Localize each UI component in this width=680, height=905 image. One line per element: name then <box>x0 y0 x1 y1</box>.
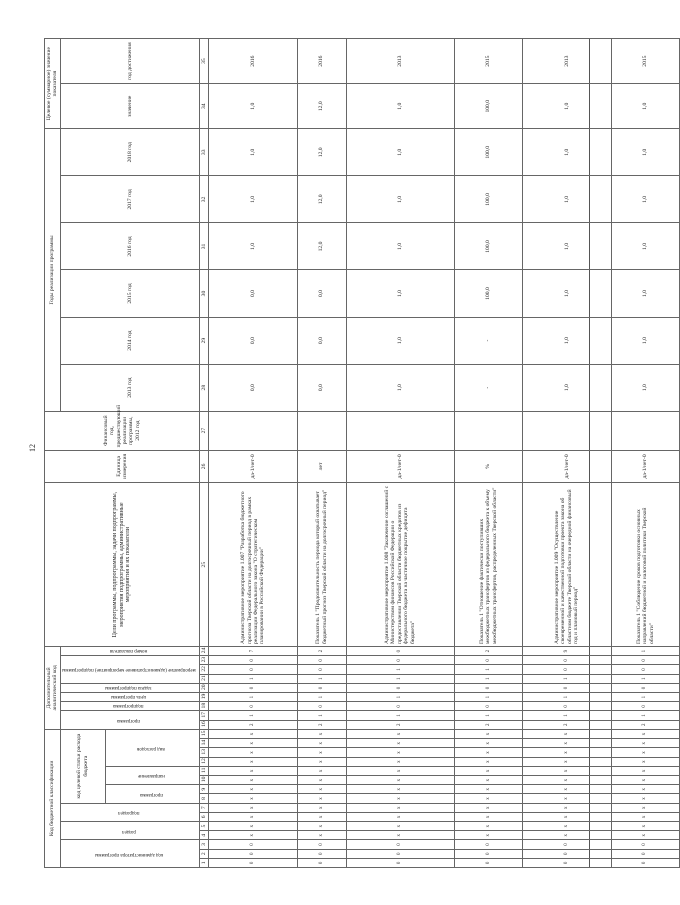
table-row <box>346 39 454 868</box>
code-cell: 2 <box>297 646 346 655</box>
code-cell: x <box>454 821 523 830</box>
column-number: 11 <box>199 766 208 775</box>
column-number: 16 <box>199 720 208 729</box>
table-body <box>209 39 680 868</box>
indicator-no-header: номер показателя <box>110 648 148 654</box>
code-cell: 2 <box>454 646 523 655</box>
target-value-header: значение <box>60 84 199 129</box>
page-number: 12 <box>28 444 37 452</box>
code-cell: 0 <box>297 858 346 867</box>
row-value-2017: 1,0 <box>209 176 297 223</box>
row-value-2016: 1,0 <box>611 223 680 270</box>
row-value-2015: 0,0 <box>297 270 346 317</box>
code-cell: x <box>297 757 346 766</box>
code-cell: 1 <box>346 693 454 702</box>
code-cell: 1 <box>346 711 454 720</box>
code-cell: 7 <box>209 646 297 655</box>
code-cell: x <box>523 803 611 812</box>
code-cell: x <box>297 812 346 821</box>
analytic-code-header: Дополнительный аналитический код <box>45 646 61 729</box>
code-cell: x <box>523 794 611 803</box>
code-cell: 0 <box>297 665 346 674</box>
column-number: 30 <box>199 270 208 317</box>
code-cell: 0 <box>346 656 454 665</box>
row-value-2014: 0,0 <box>209 317 297 364</box>
code-cell: 1 <box>611 646 680 655</box>
expense-type-header: вид расходов <box>137 745 166 751</box>
admin-code-header: код администратора программы <box>94 851 163 857</box>
unit-header: Единица измерения <box>45 450 200 483</box>
row-value-2018: 1,0 <box>611 129 680 176</box>
code-cell: 0 <box>611 656 680 665</box>
column-number: 22 <box>199 665 208 674</box>
row-value-2015: 100,0 <box>454 270 523 317</box>
code-cell: 1 <box>611 674 680 683</box>
row-value-2014: - <box>454 317 523 364</box>
column-number: 20 <box>199 683 208 692</box>
row-fin-2012 <box>523 411 611 450</box>
code-cell: 0 <box>209 656 297 665</box>
column-number: 18 <box>199 702 208 711</box>
code-cell: 0 <box>454 683 523 692</box>
row-text: Административное мероприятие 1.009 "Осуществление своевременной и качественной подготовки проекта закона об областном бюджете Тверской области на очередной финансовый год и плановый период" <box>523 483 611 647</box>
row-unit: да-1/нет-0 <box>346 450 454 483</box>
row-value-2018: 1,0 <box>523 129 611 176</box>
row-value-2015: 1,0 <box>346 270 454 317</box>
code-cell: x <box>346 821 454 830</box>
code-cell: 0 <box>523 656 611 665</box>
code-cell: x <box>611 812 680 821</box>
code-cell: 2 <box>523 720 611 729</box>
code-cell: x <box>209 739 297 748</box>
code-cell: 1 <box>454 665 523 674</box>
row-value-2017: 1,0 <box>523 176 611 223</box>
code-cell: 0 <box>523 849 611 858</box>
column-number: 5 <box>199 821 208 830</box>
column-number-row <box>199 39 208 868</box>
rotated-table-container <box>44 38 655 868</box>
measure-header: мероприятие (административное мероприятие) подпрограммы <box>61 667 196 673</box>
code-cell: x <box>611 739 680 748</box>
column-number: 17 <box>199 711 208 720</box>
subprogram-header: подпрограмма <box>113 703 144 709</box>
code-cell: x <box>523 812 611 821</box>
code-cell: 0 <box>209 840 297 849</box>
code-cell: x <box>346 757 454 766</box>
code-cell: x <box>297 739 346 748</box>
code-cell: 0 <box>209 702 297 711</box>
budget-classification-header: Код бюджетной классификации <box>45 729 61 867</box>
goal-program-header: цель программы <box>111 694 147 700</box>
code-cell: 1 <box>523 693 611 702</box>
column-number: 33 <box>199 129 208 176</box>
row-value-2018: 12,0 <box>297 129 346 176</box>
row-value-2016: 1,0 <box>523 223 611 270</box>
code-cell: 2 <box>297 720 346 729</box>
row-fin-2012 <box>454 411 523 450</box>
row-value-2018: 1,0 <box>209 129 297 176</box>
row-value-2013: 0,0 <box>297 364 346 411</box>
code-cell: x <box>611 729 680 738</box>
year-2014-header: 2014 год <box>60 317 199 364</box>
code-cell: x <box>523 729 611 738</box>
code-cell: x <box>209 803 297 812</box>
code-cell: 1 <box>346 674 454 683</box>
fin-2012-header: Финансовый год, предшествующий реализации программы, 2012 год <box>45 411 200 450</box>
code-cell: 0 <box>346 849 454 858</box>
code-cell: x <box>523 766 611 775</box>
row-value-2013: 1,0 <box>611 364 680 411</box>
code-cell: x <box>523 739 611 748</box>
code-cell: x <box>209 748 297 757</box>
code-cell: x <box>297 775 346 784</box>
code-cell: 1 <box>297 674 346 683</box>
column-number: 23 <box>199 656 208 665</box>
code-cell: 1 <box>454 693 523 702</box>
column-number: 4 <box>199 831 208 840</box>
row-target-value: 1,0 <box>523 84 611 129</box>
year-2015-header: 2015 год <box>60 270 199 317</box>
column-number: 27 <box>199 411 208 450</box>
code-cell: x <box>454 729 523 738</box>
code-cell: x <box>209 831 297 840</box>
code-cell: x <box>297 729 346 738</box>
code-cell: 0 <box>346 840 454 849</box>
row-value-2017: 1,0 <box>611 176 680 223</box>
row-text: Административное мероприятие 1.007 "Разработка бюджетного прогноза Тверской области на долгосрочный период в рамках реализации Федерального закона "О стратегическом планировании в Российской Федерации" <box>209 483 297 647</box>
target-header: Целевое (суммарное) значение показателя <box>45 39 61 129</box>
code-cell: 0 <box>523 858 611 867</box>
row-value-2015: 0,0 <box>209 270 297 317</box>
row-value-2016: 1,0 <box>346 223 454 270</box>
code-cell: 0 <box>346 646 454 655</box>
code-cell: x <box>523 775 611 784</box>
code-cell: x <box>346 766 454 775</box>
column-number: 3 <box>199 840 208 849</box>
section-header: раздел <box>121 828 136 834</box>
column-number: 2 <box>199 849 208 858</box>
code-cell: 0 <box>611 665 680 674</box>
row-value-2013: - <box>454 364 523 411</box>
code-cell: 0 <box>523 840 611 849</box>
code-cell: 0 <box>209 683 297 692</box>
row-target-year: 2016 <box>209 39 297 84</box>
code-cell: 0 <box>297 702 346 711</box>
code-cell: 0 <box>454 849 523 858</box>
row-fin-2012 <box>346 411 454 450</box>
row-value-2016: 1,0 <box>209 223 297 270</box>
column-number: 28 <box>199 364 208 411</box>
code-cell: x <box>297 766 346 775</box>
year-2017-header: 2017 год <box>60 176 199 223</box>
code-cell: 1 <box>523 674 611 683</box>
table-row <box>297 39 346 868</box>
year-2013-header: 2013 год <box>60 364 199 411</box>
code-cell: 2 <box>454 720 523 729</box>
code-cell: x <box>523 821 611 830</box>
code-cell: x <box>346 739 454 748</box>
code-cell: x <box>346 803 454 812</box>
code-cell: 0 <box>454 702 523 711</box>
code-cell: x <box>454 775 523 784</box>
years-header: Годы реализации программы <box>45 129 61 411</box>
row-text: Показатель 1 "Отношение фактически поступивших межбюджетных трансфертов из федерального бюджета к объему межбюджетных трансфертов, распределенных Тверской области" <box>454 483 523 647</box>
code-cell: x <box>346 785 454 794</box>
code-cell: x <box>611 757 680 766</box>
row-value-2017: 12,0 <box>297 176 346 223</box>
code-cell: x <box>454 766 523 775</box>
code-cell: x <box>209 729 297 738</box>
code-cell: 0 <box>611 683 680 692</box>
column-number: 12 <box>199 757 208 766</box>
code-cell: 2 <box>209 720 297 729</box>
code-cell: x <box>297 785 346 794</box>
row-target-value: 1,0 <box>611 84 680 129</box>
row-value-2014: 0,0 <box>297 317 346 364</box>
column-number: 26 <box>199 450 208 483</box>
subsection-header: подраздел <box>117 810 140 816</box>
row-value-2013: 1,0 <box>346 364 454 411</box>
row-target-value: 12,0 <box>297 84 346 129</box>
code-cell: x <box>346 775 454 784</box>
expense-class-header: код целевой статьи расхода бюджета <box>60 729 105 803</box>
column-number: 29 <box>199 317 208 364</box>
code-cell: 1 <box>611 711 680 720</box>
code-cell: 1 <box>346 665 454 674</box>
code-cell: x <box>209 785 297 794</box>
row-unit: % <box>454 450 523 483</box>
column-number: 10 <box>199 775 208 784</box>
row-target-value: 1,0 <box>209 84 297 129</box>
code-cell: x <box>297 803 346 812</box>
row-value-2017: 1,0 <box>346 176 454 223</box>
row-unit: да-1/нет-0 <box>209 450 297 483</box>
row-fin-2012 <box>209 411 297 450</box>
purpose-header: Цели программы, подпрограммы, задачи подпрограммы, мероприятия подпрограммы, административные мероприятия и их показатели <box>45 483 200 647</box>
row-fin-2012 <box>297 411 346 450</box>
program-header: программа <box>117 718 141 724</box>
column-number: 34 <box>199 84 208 129</box>
code-cell: 0 <box>454 840 523 849</box>
task-subprogram-header: задача подпрограммы <box>105 685 152 691</box>
row-fin-2012 <box>611 411 680 450</box>
row-target-year: 2016 <box>297 39 346 84</box>
code-cell: x <box>454 794 523 803</box>
code-cell: x <box>297 831 346 840</box>
code-cell: 0 <box>454 858 523 867</box>
column-number: 6 <box>199 812 208 821</box>
code-cell: 1 <box>611 693 680 702</box>
code-cell: x <box>611 775 680 784</box>
code-cell: x <box>346 748 454 757</box>
column-number: 32 <box>199 176 208 223</box>
table-row <box>611 39 680 868</box>
column-number: 25 <box>199 483 208 647</box>
code-cell: 0 <box>346 858 454 867</box>
code-cell: x <box>209 775 297 784</box>
code-cell: x <box>209 794 297 803</box>
code-cell: x <box>209 766 297 775</box>
code-cell: x <box>611 748 680 757</box>
code-cell: 1 <box>523 711 611 720</box>
code-cell: x <box>523 748 611 757</box>
code-cell: 2 <box>611 720 680 729</box>
code-cell: x <box>611 821 680 830</box>
row-value-2014: 1,0 <box>523 317 611 364</box>
code-cell: 0 <box>297 840 346 849</box>
code-cell: x <box>454 785 523 794</box>
row-value-2015: 1,0 <box>523 270 611 317</box>
row-target-year: 2015 <box>454 39 523 84</box>
column-number: 21 <box>199 674 208 683</box>
column-number: 24 <box>199 646 208 655</box>
code-cell: x <box>611 803 680 812</box>
code-cell: 0 <box>297 656 346 665</box>
code-cell: 1 <box>209 674 297 683</box>
column-number: 35 <box>199 39 208 84</box>
code-cell: x <box>454 812 523 821</box>
table-row <box>523 39 611 868</box>
code-cell: 1 <box>454 674 523 683</box>
code-cell: 0 <box>611 840 680 849</box>
code-cell: 0 <box>346 683 454 692</box>
code-cell: 0 <box>346 702 454 711</box>
code-cell: x <box>523 831 611 840</box>
row-value-2013: 0,0 <box>209 364 297 411</box>
code-cell: x <box>346 812 454 821</box>
code-cell: x <box>454 748 523 757</box>
program-table <box>44 38 680 868</box>
code-cell: x <box>611 766 680 775</box>
column-number: 9 <box>199 785 208 794</box>
row-value-2016: 12,0 <box>297 223 346 270</box>
code-cell: x <box>209 812 297 821</box>
row-text: Показатель 1 "Соблюдение сроков подготовки основных направлений бюджетной и налоговой политики Тверской области" <box>611 483 680 647</box>
code-cell: x <box>209 821 297 830</box>
code-cell: x <box>454 739 523 748</box>
code-cell: 0 <box>523 683 611 692</box>
code-cell: 0 <box>611 858 680 867</box>
column-number: 7 <box>199 803 208 812</box>
row-unit: да-1/нет-0 <box>523 450 611 483</box>
row-value-2014: 1,0 <box>611 317 680 364</box>
table-row <box>454 39 523 868</box>
row-target-value: 1,0 <box>346 84 454 129</box>
row-value-2017: 100,0 <box>454 176 523 223</box>
code-cell: x <box>346 794 454 803</box>
row-unit: да-1/нет-0 <box>611 450 680 483</box>
row-value-2018: 100,0 <box>454 129 523 176</box>
code-cell: x <box>454 757 523 766</box>
code-cell: 0 <box>209 858 297 867</box>
row-value-2014: 1,0 <box>346 317 454 364</box>
row-text: Показатель 1 "Продолжительность периода который охватывает бюджетный прогноз Тверской области на долгосрочный период" <box>297 483 346 647</box>
row-target-year: 2013 <box>523 39 611 84</box>
row-value-2016: 100,0 <box>454 223 523 270</box>
code-cell: 1 <box>297 711 346 720</box>
code-cell: 0 <box>297 849 346 858</box>
row-target-year: 2013 <box>346 39 454 84</box>
code-cell: 0 <box>611 702 680 711</box>
code-cell: x <box>523 757 611 766</box>
column-number: 1 <box>199 858 208 867</box>
code-cell: 0 <box>209 665 297 674</box>
code-cell: x <box>611 785 680 794</box>
code-cell: 0 <box>611 849 680 858</box>
year-2016-header: 2016 год <box>60 223 199 270</box>
row-value-2015: 1,0 <box>611 270 680 317</box>
code-cell: 0 <box>454 656 523 665</box>
code-cell: x <box>346 831 454 840</box>
code-cell: x <box>454 831 523 840</box>
row-unit: лет <box>297 450 346 483</box>
code-cell: 2 <box>346 720 454 729</box>
code-cell: 1 <box>209 693 297 702</box>
year-2018-header: 2018 год <box>60 129 199 176</box>
code-cell: 1 <box>297 693 346 702</box>
target-year-header: год достижения <box>60 39 199 84</box>
code-cell: x <box>454 803 523 812</box>
code-cell: x <box>297 821 346 830</box>
column-number: 14 <box>199 739 208 748</box>
direction-header: направление <box>137 773 165 779</box>
row-value-2013: 1,0 <box>523 364 611 411</box>
code-cell: x <box>297 748 346 757</box>
code-cell: x <box>346 729 454 738</box>
table-row <box>209 39 297 868</box>
column-number: 8 <box>199 794 208 803</box>
code-cell: 0 <box>297 683 346 692</box>
row-value-2018: 1,0 <box>346 129 454 176</box>
row-text: Административное мероприятие 1.008 "Заключение соглашений с Министерством финансов Российской Федерации о предоставлении Тверской области бюджетных кредитов из федерального бюджета на частичное покрытие дефицита бюджета" <box>346 483 454 647</box>
code-cell: x <box>611 831 680 840</box>
header-row-1 <box>45 39 61 868</box>
column-number: 13 <box>199 748 208 757</box>
code-cell: 0 <box>209 849 297 858</box>
code-cell: 0 <box>523 702 611 711</box>
program-code-header: программа <box>139 791 163 797</box>
code-cell: 1 <box>454 711 523 720</box>
column-number: 15 <box>199 729 208 738</box>
code-cell: 0 <box>523 665 611 674</box>
code-cell: x <box>209 757 297 766</box>
column-number: 31 <box>199 223 208 270</box>
code-cell: x <box>297 794 346 803</box>
row-target-year: 2015 <box>611 39 680 84</box>
code-cell: 1 <box>209 711 297 720</box>
column-number: 19 <box>199 693 208 702</box>
row-target-value: 100,0 <box>454 84 523 129</box>
code-cell: x <box>611 794 680 803</box>
code-cell: x <box>523 785 611 794</box>
code-cell: 9 <box>523 646 611 655</box>
